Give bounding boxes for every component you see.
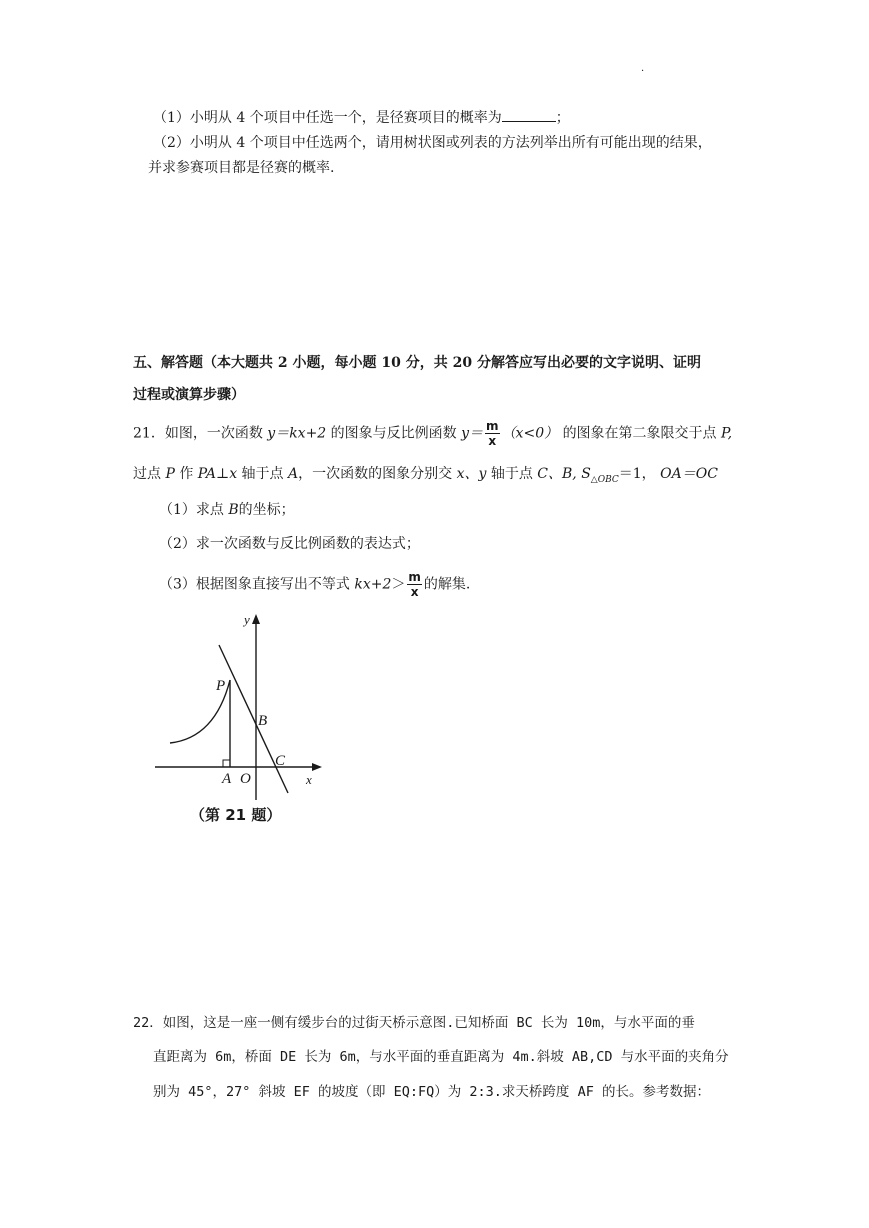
right-angle-mark: [223, 760, 230, 767]
section-heading-line2: 过程或演算步骤）: [133, 387, 245, 403]
label-C: C: [275, 753, 286, 769]
x-axis-arrow: [312, 763, 322, 771]
q22-line1: 22．如图，这是一座一侧有缓步台的过街天桥示意图.已知桥面 BC 长为 10m，与水平面的垂: [133, 1015, 695, 1031]
q22-line2: 直距离为 6m，桥面 DE 长为 6m，与水平面的垂直距离为 4m.斜坡 AB,CD 与水平面的夹角分: [153, 1049, 729, 1065]
q21-figure: [150, 610, 330, 830]
q21-sub1: （1）求点 B的坐标；: [159, 502, 295, 518]
section-heading-line1: 五、解答题（本大题共 2 小题，每小题 10 分，共 20 分解答应写出必要的文字说明、证明: [133, 355, 701, 371]
q21-sub3: （3）根据图象直接写出不等式 kx+2＞ $\frac{m}{x}$ 的解集.: [159, 570, 471, 599]
q20-part1: （1）小明从 4 个项目中任选一个，是径赛项目的概率为 ；: [153, 107, 570, 128]
fraction-m-over-x-2: $\frac{m}{x}$: [408, 570, 421, 599]
label-A: A: [222, 771, 232, 787]
label-B: B: [258, 713, 268, 729]
label-P: P: [216, 678, 226, 694]
label-y: y: [244, 612, 250, 627]
label-O: O: [240, 771, 251, 787]
q21-sub2: （2）求一次函数与反比例函数的表达式；: [159, 536, 420, 552]
answer-blank: [502, 107, 556, 122]
q22-line3: 别为 45°，27° 斜坡 EF 的坡度（即 EQ:FQ）为 2:3.求天桥跨度 AF 的长。参考数据：: [153, 1084, 710, 1100]
q21-line2: 过点 P 作 PA⊥x 轴于点 A，一次函数的图象分别交 x、y 轴于点 C、B, $S_{\triangle OBC}=1$， OA＝OC: [133, 466, 718, 485]
y-axis-arrow: [252, 614, 260, 624]
label-x: x: [306, 772, 312, 787]
q20-part2-line2: 并求参赛项目都是径赛的概率.: [148, 160, 335, 176]
q21-line1: 21．如图，一次函数 y＝kx+2 的图象与反比例函数 y＝ $\frac{m}{x}$ （x<0） 的图象在第二象限交于点 P,: [133, 419, 733, 448]
figure-caption: （第 21 题）: [190, 806, 282, 824]
fraction-m-over-x: $\frac{m}{x}$: [486, 419, 499, 448]
page-dot: ·: [641, 66, 645, 77]
q20-part2-line1: （2）小明从 4 个项目中任选两个，请用树状图或列表的方法列举出所有可能出现的结果，: [153, 135, 712, 151]
